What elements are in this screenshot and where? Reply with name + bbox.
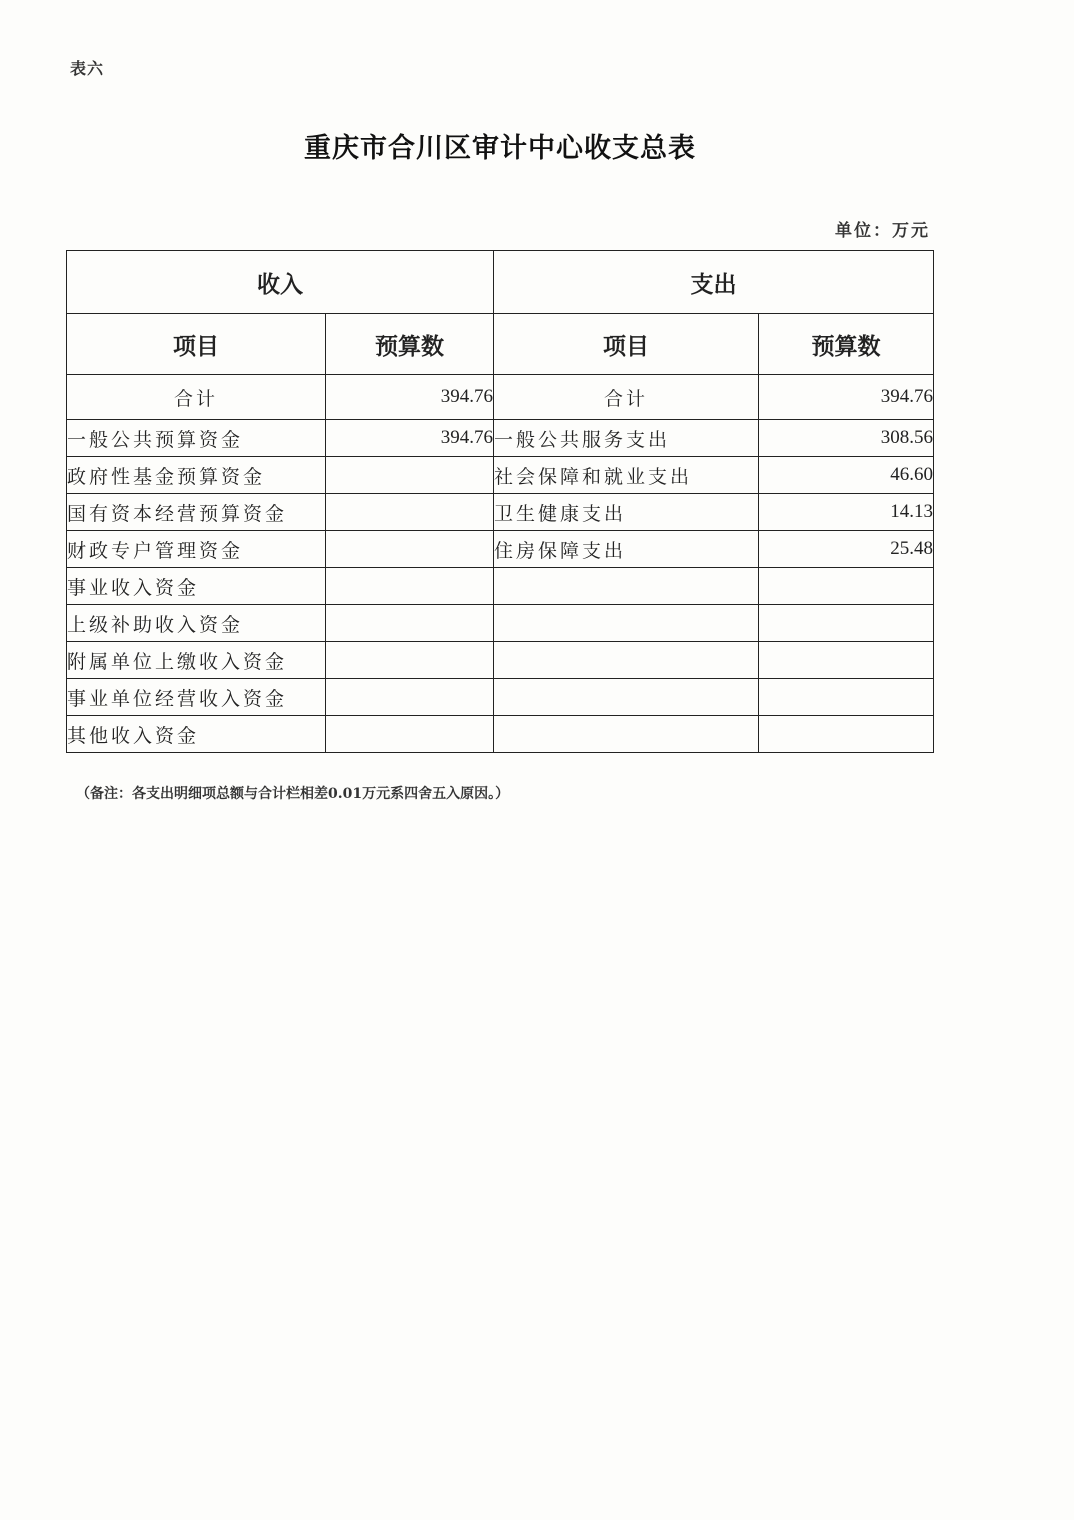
income-value xyxy=(326,716,494,753)
table-number: 表六 xyxy=(70,59,105,78)
income-value xyxy=(326,605,494,642)
expense-total-label: 合计 xyxy=(494,375,759,420)
budget-summary-table xyxy=(66,250,934,753)
income-total-value: 394.76 xyxy=(326,375,494,420)
income-item: 国有资本经营预算资金 xyxy=(67,494,326,531)
unit-label: 单位：万元 xyxy=(835,221,930,241)
income-value xyxy=(326,679,494,716)
table-row xyxy=(67,420,934,457)
expense-item: 卫生健康支出 xyxy=(494,494,759,531)
expense-budget-col-header: 预算数 xyxy=(759,314,934,375)
income-item: 事业单位经营收入资金 xyxy=(67,679,326,716)
expense-value xyxy=(759,605,934,642)
table-row xyxy=(67,716,934,753)
expense-value xyxy=(759,642,934,679)
table-row xyxy=(67,605,934,642)
expense-value: 25.48 xyxy=(759,531,934,568)
income-value xyxy=(326,568,494,605)
expense-value: 14.13 xyxy=(759,494,934,531)
expense-item xyxy=(494,716,759,753)
income-value xyxy=(326,531,494,568)
expense-item: 一般公共服务支出 xyxy=(494,420,759,457)
page-title: 重庆市合川区审计中心收支总表 xyxy=(304,133,696,164)
table-row xyxy=(67,494,934,531)
expense-value: 46.60 xyxy=(759,457,934,494)
table-row xyxy=(67,531,934,568)
expense-value xyxy=(759,679,934,716)
income-item: 附属单位上缴收入资金 xyxy=(67,642,326,679)
expense-item xyxy=(494,642,759,679)
income-value xyxy=(326,457,494,494)
expense-item xyxy=(494,679,759,716)
income-item: 事业收入资金 xyxy=(67,568,326,605)
income-budget-col-header: 预算数 xyxy=(326,314,494,375)
income-value: 394.76 xyxy=(326,420,494,457)
income-section-header: 收入 xyxy=(67,251,494,314)
expense-value: 308.56 xyxy=(759,420,934,457)
total-row xyxy=(67,375,934,420)
table-row xyxy=(67,457,934,494)
income-value xyxy=(326,494,494,531)
expense-item: 住房保障支出 xyxy=(494,531,759,568)
income-item: 上级补助收入资金 xyxy=(67,605,326,642)
expense-item xyxy=(494,568,759,605)
income-item: 政府性基金预算资金 xyxy=(67,457,326,494)
table-row xyxy=(67,568,934,605)
table-row xyxy=(67,642,934,679)
income-total-label: 合计 xyxy=(67,375,326,420)
expense-item-col-header: 项目 xyxy=(494,314,759,375)
expense-section-header: 支出 xyxy=(494,251,934,314)
income-item-col-header: 项目 xyxy=(67,314,326,375)
footnote: （备注：各支出明细项总额与合计栏相差0.01万元系四舍五入原因。） xyxy=(76,786,510,802)
expense-item: 社会保障和就业支出 xyxy=(494,457,759,494)
income-item: 财政专户管理资金 xyxy=(67,531,326,568)
table-row xyxy=(67,679,934,716)
expense-value xyxy=(759,568,934,605)
income-item: 其他收入资金 xyxy=(67,716,326,753)
expense-item xyxy=(494,605,759,642)
expense-total-value: 394.76 xyxy=(759,375,934,420)
income-value xyxy=(326,642,494,679)
expense-value xyxy=(759,716,934,753)
income-item: 一般公共预算资金 xyxy=(67,420,326,457)
